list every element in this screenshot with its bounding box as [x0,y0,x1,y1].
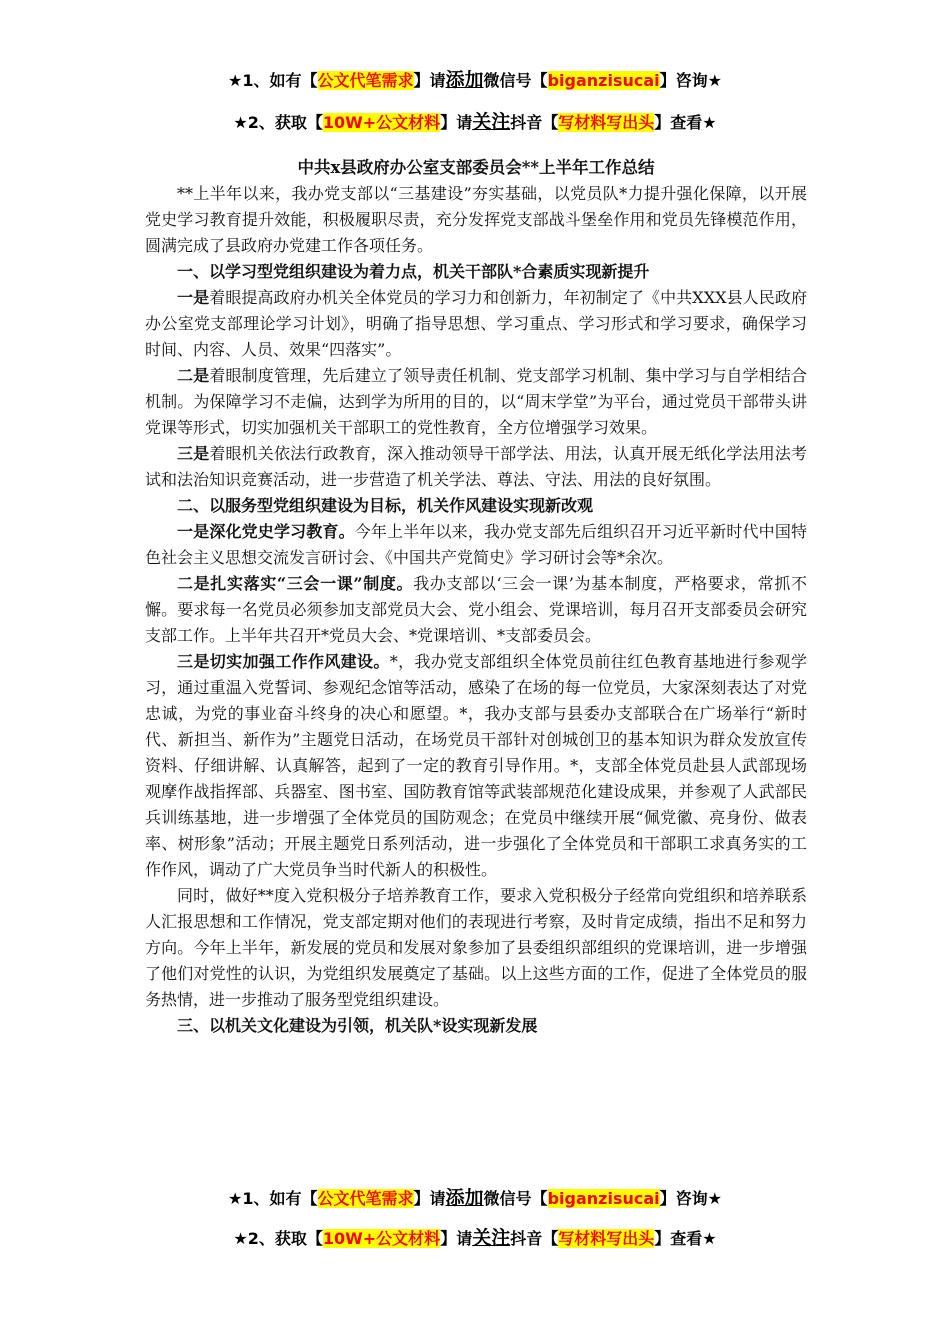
paragraph-text: *，我办党支部组织全体党员前往红色教育基地进行参观学习，通过重温入党誓词、参观纪念馆等活动，感染了在场的每一位党员，大家深刻表达了对党忠诚，为党的事业奋斗终身的决心和愿望。*，我办支部与县委办支部联合在广场举行“新时代、新担当、新作为”主题党日活动，在场党员干部针对创城创卫的基本知识为群众发放宣传资料、仔细讲解、认真解答，起到了一定的教育引导作用。*，支部全体党员赴县人武部现场观摩作战指挥部、兵器室、图书室、国防教育馆等武装部规范化建设成果，并参观了人武部民兵训练基地，进一步增强了全体党员的国防观念；在党员中继续开展“佩党徽、亮身份、做表率、树形象”活动；开展主题党日系列活动，进一步强化了全体党员和干部职工求真务实的工作作风，调动了广大党员争当时代新人的积极性。 [145,652,807,879]
promo-line-bottom-2 [0,1226,950,1251]
promo-highlight: biganzisucai [547,1189,660,1208]
promo-line-top-2 [0,110,950,135]
paragraph-lead: 三是 [177,444,210,463]
promo-line-bottom-1 [0,1186,950,1211]
promo-text: 】查看★ [654,113,717,132]
paragraph [145,571,807,649]
paragraph: 同时，做好**度入党积极分子培养教育工作，要求入党积极分子经常向党组织和培养联系人汇报思想和工作情况，党支部定期对他们的表现进行考察，及时肯定成绩，指出不足和努力方向。今年上半年，新发展的党员和发展对象参加了县委组织部组织的党课培训，进一步增强了他们对党性的认识，为党组织发展奠定了基础。以上这些方面的工作，促进了全体党员的服务热情，进一步推动了服务型党组织建设。 [145,886,807,1009]
paragraph [145,363,807,441]
promo-highlight: 公文代笔需求 [317,1189,414,1208]
promo-text: ★1、如有【 [228,71,318,90]
promo-highlight: 写材料写出头 [558,113,655,132]
promo-text: ★2、获取【 [233,1229,323,1248]
document-title: 中共x县政府办公室支部委员会**上半年工作总结 [297,158,655,177]
promo-text: 】请 [440,113,473,132]
promo-text: 】查看★ [654,1229,717,1248]
paragraph [145,441,807,493]
promo-text: 】咨询★ [659,71,722,90]
promo-text: 抖音【 [510,1229,559,1248]
promo-text: ★1、如有【 [228,1189,318,1208]
paragraph-lead: 一是深化党史学习教育。 [177,522,355,541]
paragraph-lead: 一是 [177,288,210,307]
paragraph [145,649,807,883]
promo-underline: 关注 [472,111,511,133]
promo-highlight: biganzisucai [547,71,660,90]
promo-highlight: 10W+公文材料 [322,1229,441,1248]
promo-highlight: 10W+公文材料 [322,113,441,132]
promo-underline: 添加 [445,1187,484,1209]
section-heading-3: 三、以机关文化建设为引领，机关队*设实现新发展 [177,1016,538,1035]
paragraph-lead: 二是 [177,366,210,385]
promo-text: 】请 [413,1189,446,1208]
promo-line-top-1 [0,68,950,93]
promo-underline: 添加 [445,69,484,91]
section-heading-2: 二、以服务型党组织建设为目标，机关作风建设实现新改观 [177,496,594,515]
promo-text: ★2、获取【 [233,113,323,132]
paragraph [145,519,807,571]
promo-underline: 关注 [472,1227,511,1249]
paragraph-text: 今年上半年以来，我办党支部先后组织召开习近平新时代中国特色社会主义思想交流发言研讨会、《中国共产党简史》学习研讨会等*余次。 [145,522,807,567]
intro-paragraph: **上半年以来，我办党支部以“三基建设”夯实基础，以党员队*力提升强化保障，以开展党史学习教育提升效能，积极履职尽责，充分发挥党支部战斗堡垒作用和党员先锋模范作用，圆满完成了县政府办党建工作各项任务。 [145,184,807,255]
promo-highlight: 写材料写出头 [558,1229,655,1248]
paragraph-lead: 二是扎实落实“三会一课”制度。 [177,574,414,593]
promo-text: 】请 [413,71,446,90]
paragraph-text: 我办支部以‘三会一课’为基本制度，严格要求，常抓不懈。要求每一名党员必须参加支部党员大会、党小组会、党课培训，每月召开支部委员会研究支部工作。上半年共召开*党员大会、*党课培训、*支部委员会。 [145,574,807,645]
paragraph-text: 着眼制度管理，先后建立了领导责任机制、党支部学习机制、集中学习与自学相结合机制。为保障学习不走偏，达到学为所用的目的，以“周末学堂”为平台，通过党员干部带头讲党课等形式，切实加强机关干部职工的党性教育，全方位增强学习效果。 [145,366,807,437]
document-body [145,155,807,1039]
paragraph [145,285,807,363]
promo-text: 微信号【 [483,1189,548,1208]
paragraph-lead: 三是切实加强工作作风建设。 [177,652,390,671]
promo-text: 】咨询★ [659,1189,722,1208]
section-heading-1: 一、以学习型党组织建设为着力点，机关干部队*合素质实现新提升 [177,262,650,281]
promo-text: 】请 [440,1229,473,1248]
promo-text: 微信号【 [483,71,548,90]
promo-highlight: 公文代笔需求 [317,71,414,90]
promo-text: 抖音【 [510,113,559,132]
paragraph-text: 着眼提高政府办机关全体党员的学习力和创新力，年初制定了《中共XXX县人民政府办公室党支部理论学习计划》，明确了指导思想、学习重点、学习形式和学习要求，确保学习时间、内容、人员、效果“四落实”。 [145,288,807,359]
paragraph-text: 着眼机关依法行政教育，深入推动领导干部学法、用法，认真开展无纸化学法用法考试和法治知识竞赛活动，进一步营造了机关学法、尊法、守法、用法的良好氛围。 [145,444,807,489]
